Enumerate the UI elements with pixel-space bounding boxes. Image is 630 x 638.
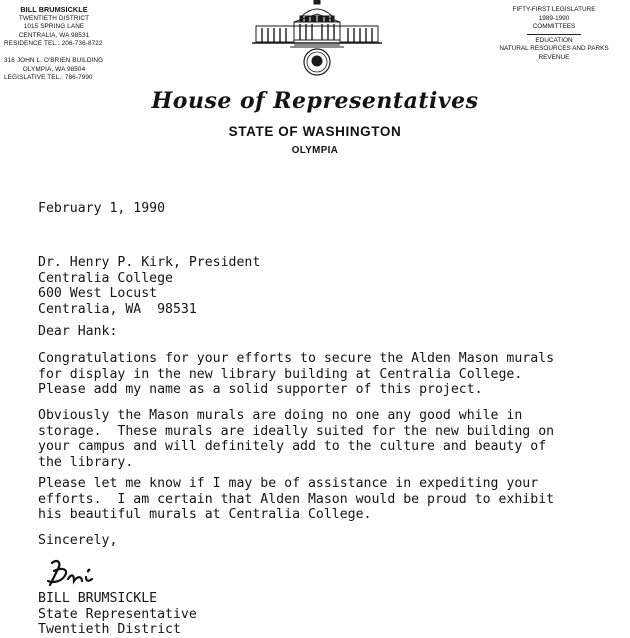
- recipient-address: [38, 255, 260, 317]
- committees-divider: [527, 34, 581, 35]
- paragraph: [38, 351, 554, 398]
- paragraph-line: for display in the new library building at Centralia College.: [38, 366, 523, 382]
- salutation: Dear Hank:: [38, 324, 118, 339]
- signature-image: [42, 557, 112, 589]
- sender-district: TWENTIETH DISTRICT: [18, 14, 90, 22]
- city-name: OLYMPIA: [291, 145, 339, 156]
- house-of-representatives-title: House of Representatives: [151, 88, 479, 114]
- closing: Sincerely,: [38, 533, 118, 548]
- paragraph-line: Please add my name as a solid supporter of this project.: [38, 382, 483, 398]
- residence-tel: RESIDENCE TEL.: 206-736-8722: [4, 40, 103, 48]
- state-name: STATE OF WASHINGTON: [228, 124, 402, 139]
- legislature-info: [484, 6, 624, 63]
- paragraph: [38, 408, 554, 470]
- office-address-line1: 316 JOHN L. O'BRIEN BUILDING: [4, 56, 104, 64]
- recipient-line: 600 West Locust: [38, 286, 158, 302]
- paragraph-line: efforts. I am certain that Alden Mason would be proud to exhibit: [38, 491, 555, 507]
- paragraph-line: Congratulations for your efforts to secure the Alden Mason murals: [38, 351, 555, 366]
- recipient-line: Centralia College: [38, 270, 173, 286]
- paragraph-line: Please let me know if I may be of assistance in expediting your: [38, 476, 539, 491]
- home-address-line1: 1015 SPRING LANE: [23, 23, 85, 31]
- signer-district: Twentieth District: [38, 622, 181, 638]
- capitol-building-icon: [250, 0, 384, 78]
- legislative-tel: LEGISLATIVE TEL.: 786-7990: [4, 74, 93, 82]
- recipient-line: Centralia, WA 98531: [38, 301, 197, 317]
- paragraph: [38, 476, 554, 523]
- signer-title: State Representative: [38, 606, 197, 622]
- sender-name: BILL BRUMSICKLE: [20, 5, 88, 14]
- paragraph-line: the library.: [38, 454, 134, 470]
- home-address-line2: CENTRALIA, WA 98531: [18, 31, 90, 39]
- committee-item: REVENUE: [538, 53, 570, 61]
- legislature-name: FIFTY-FIRST LEGISLATURE: [512, 6, 596, 13]
- spacer: [4, 49, 124, 57]
- letter-date: February 1, 1990: [38, 201, 166, 216]
- paragraph-line: storage. These murals are ideally suited for the new building on: [38, 423, 555, 439]
- sender-letterhead: [4, 6, 124, 83]
- office-address-line2: OLYMPIA, WA 98504: [22, 65, 86, 73]
- committee-item: NATURAL RESOURCES AND PARKS: [499, 45, 609, 53]
- signature-block: [38, 591, 197, 638]
- recipient-line: Dr. Henry P. Kirk, President: [38, 255, 261, 270]
- legislature-years: 1989-1990: [538, 14, 570, 22]
- paragraph-line: his beautiful murals at Centralia College.: [38, 507, 372, 523]
- signer-name: BILL BRUMSICKLE: [38, 591, 158, 606]
- paragraph-line: your campus and will definitely add to the culture and beauty of: [38, 439, 547, 455]
- committee-item: EDUCATION: [535, 36, 573, 44]
- committees-heading: COMMITTEES: [532, 23, 576, 31]
- paragraph-line: Obviously the Mason murals are doing no one any good while in: [38, 408, 523, 423]
